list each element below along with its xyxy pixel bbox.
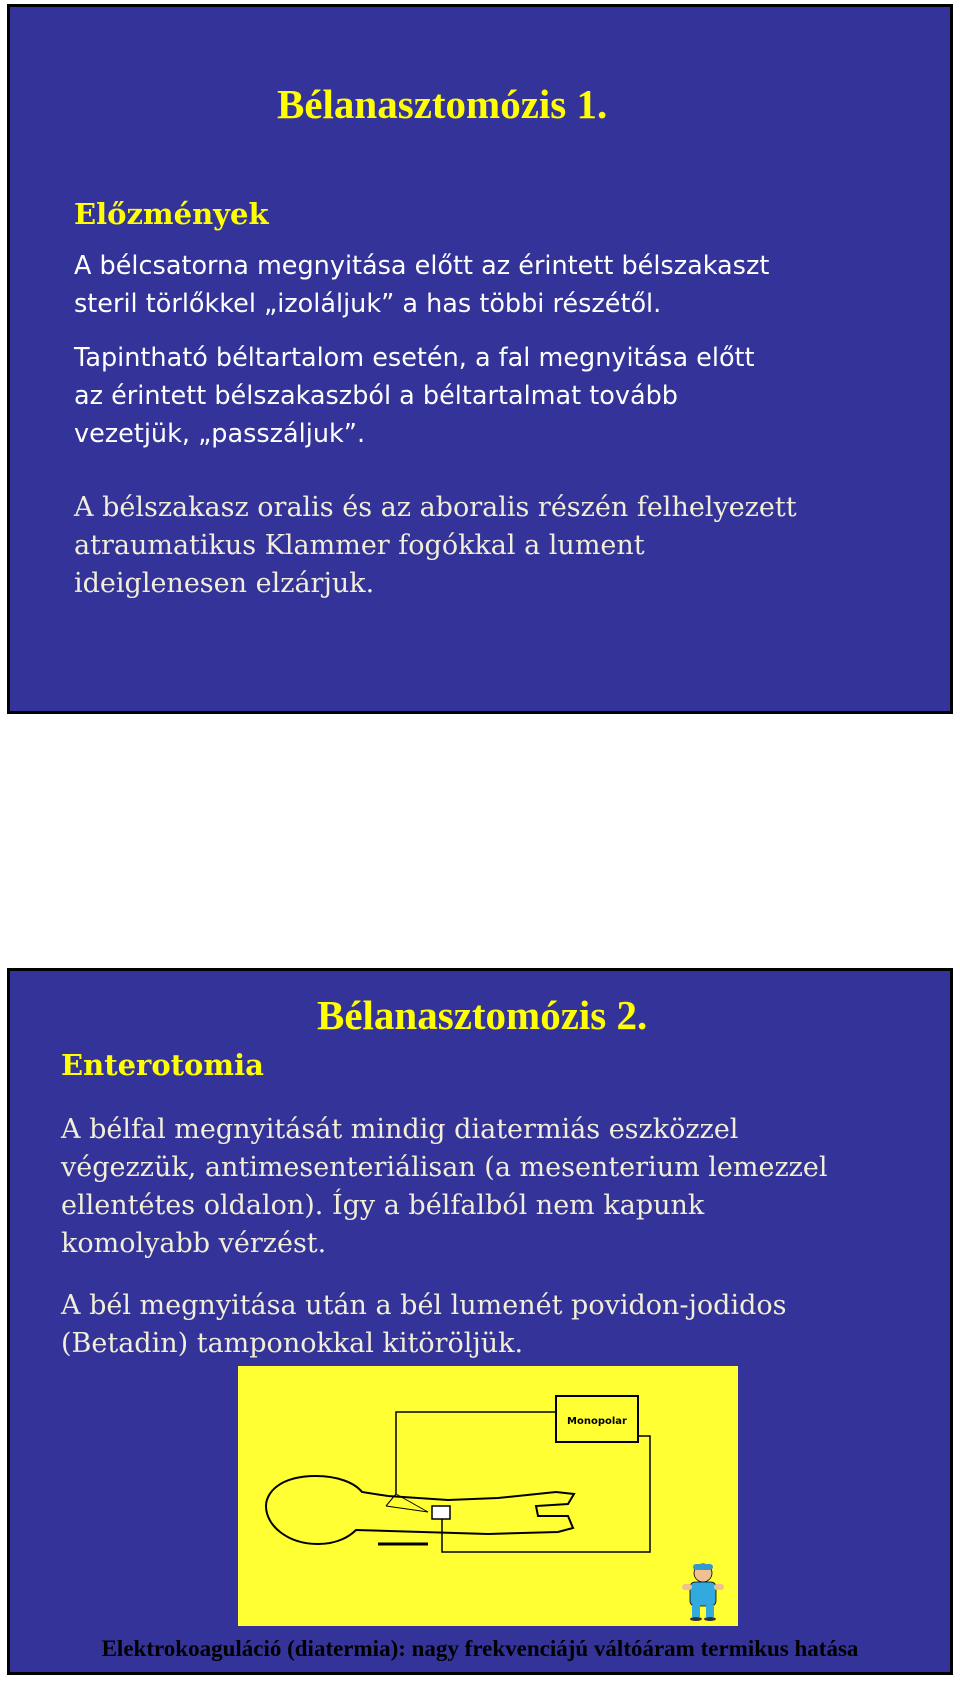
text-line: A bélcsatorna megnyitása előtt az érintett bélszakaszt — [74, 251, 770, 281]
text-line: Tapintható béltartalom esetén, a fal megnyitása előtt — [74, 343, 755, 373]
paragraph-betadin — [61, 1287, 786, 1363]
text-line: A bélfal megnyitását mindig diatermiás eszközzel — [61, 1114, 739, 1145]
text-line: végezzük, antimesenteriálisan (a mesenterium lemezzel — [61, 1152, 828, 1183]
text-line: vezetjük, „passzáljuk”. — [74, 419, 366, 449]
return-pad — [432, 1506, 450, 1519]
text-line: ideiglenesen elzárjuk. — [74, 568, 375, 599]
text-line: komolyabb vérzést. — [61, 1228, 327, 1259]
section-heading-enterotomia: Enterotomia — [61, 1048, 264, 1082]
slide-2-title: Bélanasztomózis 2. — [317, 992, 648, 1038]
text-line: steril törlőkkel „izoláljuk” a has többi részétől. — [74, 289, 662, 319]
slide-1 — [7, 4, 953, 714]
text-line: ellentétes oldalon). Így a bélfalból nem kapunk — [61, 1190, 705, 1221]
monopolar-label: Monopolar — [567, 1416, 627, 1427]
section-heading-elozmenyek: Előzmények — [74, 197, 269, 231]
paragraph-diathermy — [61, 1111, 828, 1263]
text-line: (Betadin) tamponokkal kitöröljük. — [61, 1328, 524, 1359]
paragraph-isolation — [74, 247, 769, 323]
doctor-mascot-icon — [680, 1561, 726, 1625]
diathermy-schematic — [238, 1366, 738, 1626]
slide-2-footer-caption: Elektrokoaguláció (diatermia): nagy frekvenciájú váltóáram termikus hatása — [101, 1636, 859, 1661]
text-line: az érintett bélszakaszból a béltartalmat tovább — [74, 381, 678, 411]
patient-outline — [266, 1476, 574, 1544]
paragraph-passage — [74, 339, 755, 453]
text-line: atraumatikus Klammer fogókkal a lument — [74, 530, 645, 561]
slide-2 — [7, 968, 953, 1675]
paragraph-clamping — [74, 489, 797, 603]
text-line: A bél megnyitása után a bél lumenét povidon-jodidos — [61, 1290, 787, 1321]
active-cable — [396, 1412, 556, 1494]
monopolar-diathermy-diagram — [238, 1366, 738, 1626]
text-line: A bélszakasz oralis és az aboralis részén felhelyezett — [74, 492, 797, 523]
slide-1-title: Bélanasztomózis 1. — [277, 81, 608, 127]
